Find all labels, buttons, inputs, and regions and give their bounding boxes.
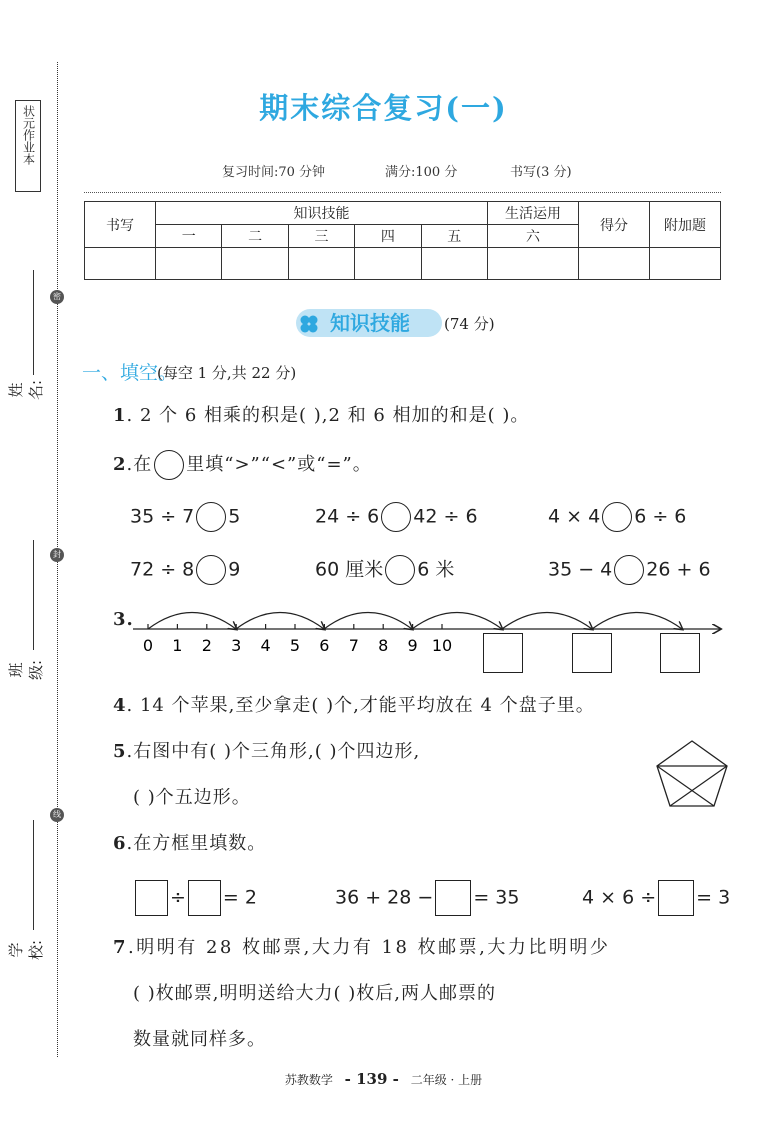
answer-box[interactable] [572, 633, 612, 673]
page-title: 期末综合复习(一) [259, 91, 508, 125]
score-cell[interactable] [579, 248, 650, 280]
col-2: 二 [222, 225, 288, 248]
brand-label: 状元作业本 [15, 100, 41, 192]
section-title: 知识技能 [330, 311, 410, 335]
tick-label: 1 [172, 636, 183, 655]
full-score-info: 满分:100 分 [385, 165, 458, 180]
name-label: 姓名: [7, 379, 45, 401]
section-score: (74 分) [444, 315, 495, 333]
col-5: 五 [421, 225, 487, 248]
name-field[interactable] [33, 270, 34, 375]
compare-item: 4 × 4 6 ÷ 6 [548, 502, 686, 532]
compare-item: 60 厘米 6 米 [315, 555, 454, 585]
answer-box[interactable] [483, 633, 523, 673]
tick-label: 9 [407, 636, 418, 655]
tick-label: 4 [260, 636, 271, 655]
question-1: 1. 2 个 6 相乘的积是( ),2 和 6 相加的和是( )。 [113, 405, 530, 426]
score-cell[interactable] [85, 248, 156, 280]
answer-circle[interactable] [196, 502, 226, 532]
score-table [84, 201, 721, 280]
number-line [128, 598, 728, 668]
knowledge-header: 知识技能 [156, 202, 488, 225]
compare-item: 35 ÷ 7 5 [130, 502, 240, 532]
score-cell[interactable] [156, 248, 222, 280]
score-cell[interactable] [288, 248, 354, 280]
answer-circle[interactable] [381, 502, 411, 532]
question-7: 7.明明有 28 枚邮票,大力有 18 枚邮票,大力比明明少 [113, 937, 611, 958]
answer-box[interactable] [135, 880, 168, 916]
score-cell[interactable] [421, 248, 487, 280]
tick-label: 7 [348, 636, 359, 655]
tick-label: 2 [201, 636, 212, 655]
question-5: 5.右图中有( )个三角形,( )个四边形, [113, 741, 421, 762]
answer-circle[interactable] [602, 502, 632, 532]
score-cell[interactable] [222, 248, 288, 280]
compare-item: 72 ÷ 8 9 [130, 555, 240, 585]
score-cell[interactable] [488, 248, 579, 280]
col-6: 六 [488, 225, 579, 248]
class-field[interactable] [33, 540, 34, 650]
tick-label: 8 [378, 636, 389, 655]
part-title: 一、填空。 [82, 362, 178, 384]
page-number: - 139 - [344, 1070, 399, 1088]
pentagon-figure [654, 738, 730, 810]
class-label: 班级: [7, 659, 45, 681]
fill-expression-3: 4 × 6 ÷ = 3 [582, 880, 730, 916]
time-info: 复习时间:70 分钟 [222, 165, 326, 180]
score-cell[interactable] [355, 248, 421, 280]
question-3: 3. [113, 609, 134, 630]
tick-label: 6 [319, 636, 330, 655]
school-field[interactable] [33, 820, 34, 930]
tick-label: 10 [431, 636, 453, 655]
question-4: 4. 14 个苹果,至少拿走( )个,才能平均放在 4 个盘子里。 [113, 695, 595, 716]
tick-label: 5 [289, 636, 301, 655]
answer-box[interactable] [658, 880, 694, 916]
col-4: 四 [355, 225, 421, 248]
compare-item: 24 ÷ 6 42 ÷ 6 [315, 502, 478, 532]
school-label: 学校: [7, 939, 45, 961]
answer-box[interactable] [435, 880, 471, 916]
col-1: 一 [156, 225, 222, 248]
answer-box[interactable] [660, 633, 700, 673]
question-7-line3: 数量就同样多。 [133, 1029, 266, 1050]
question-7-line2: ( )枚邮票,明明送给大力( )枚后,两人邮票的 [133, 983, 496, 1004]
footer-grade: 二年级 · 上册 [410, 1073, 483, 1087]
question-6: 6.在方框里填数。 [113, 833, 267, 854]
extra-header: 附加题 [650, 202, 721, 248]
part-note: (每空 1 分,共 22 分) [157, 364, 297, 382]
answer-circle[interactable] [385, 555, 415, 585]
tick-label: 3 [231, 636, 242, 655]
page-footer [0, 1070, 767, 1088]
score-cell[interactable] [650, 248, 721, 280]
answer-box[interactable] [188, 880, 221, 916]
footer-subject: 苏教数学 [284, 1073, 333, 1087]
seal-mark-feng: 封 [50, 548, 64, 562]
answer-circle[interactable] [154, 450, 184, 480]
divider [84, 192, 721, 193]
fill-expression-1: ÷ = 2 [133, 880, 257, 916]
clover-icon [299, 314, 319, 334]
compare-item: 35 − 4 26 + 6 [548, 555, 711, 585]
col-3: 三 [288, 225, 354, 248]
score-header: 得分 [579, 202, 650, 248]
question-5-line2: ( )个五边形。 [133, 787, 251, 808]
writing-score-info: 书写(3 分) [510, 165, 572, 180]
question-2: 2.在 里填“>”“<”或“=”。 [113, 450, 372, 480]
seal-mark-mi: 密 [50, 290, 64, 304]
answer-circle[interactable] [196, 555, 226, 585]
seal-mark-xian: 线 [50, 808, 64, 822]
fill-expression-2: 36 + 28 − = 35 [335, 880, 519, 916]
application-header: 生活运用 [488, 202, 579, 225]
answer-circle[interactable] [614, 555, 644, 585]
tick-label: 0 [142, 636, 154, 655]
writing-header: 书写 [85, 202, 156, 248]
